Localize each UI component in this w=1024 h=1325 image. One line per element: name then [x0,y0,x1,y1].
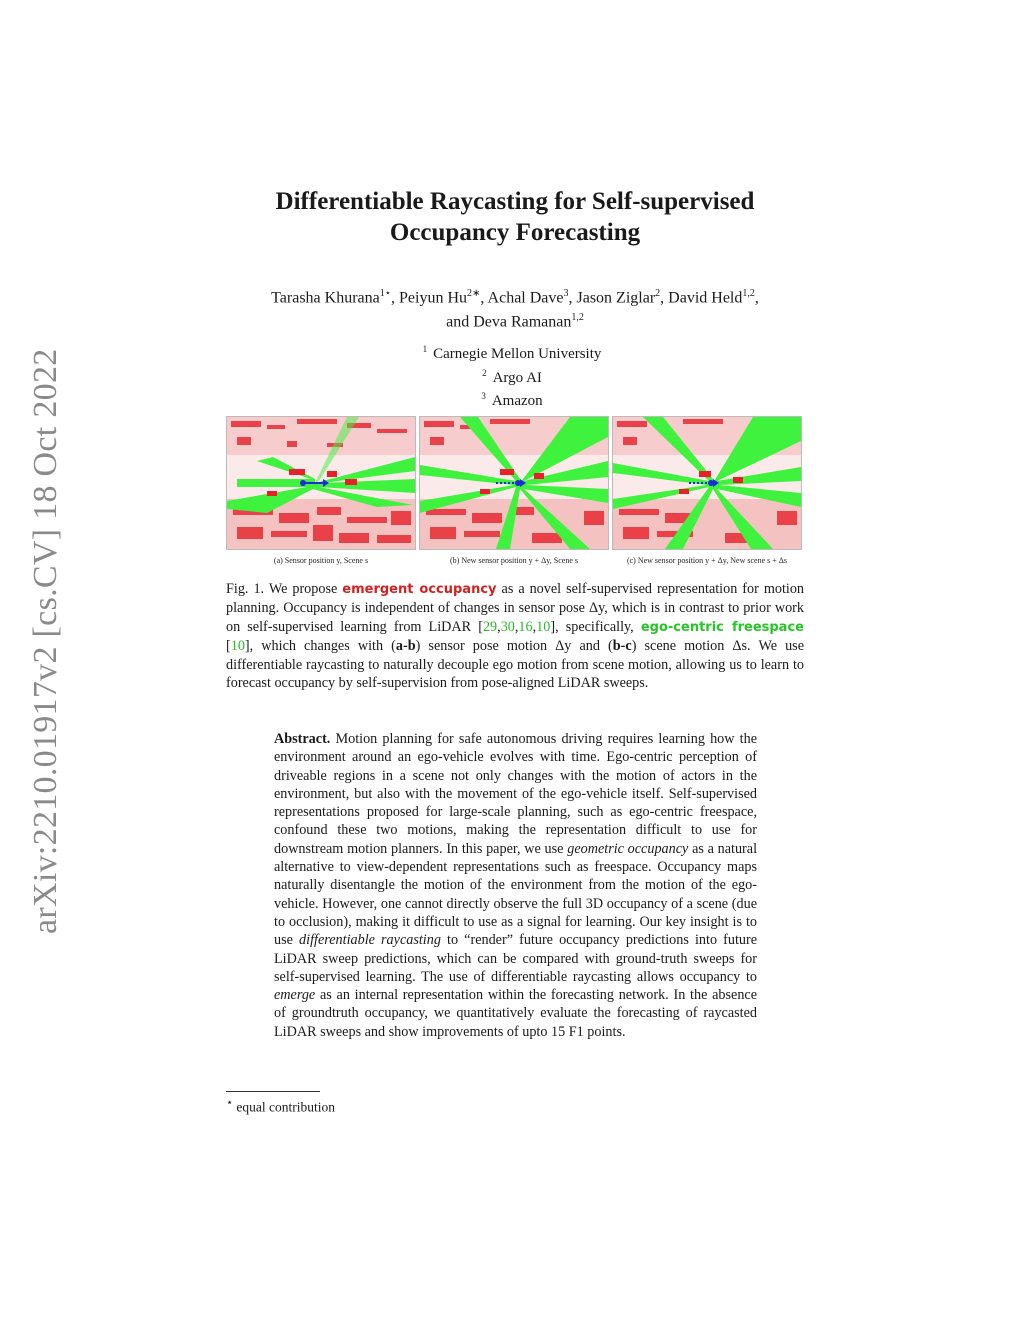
paper-title [180,186,850,248]
authors-and: and [446,313,470,331]
authors-line-2 [210,308,820,332]
citation-link[interactable]: 30 [500,618,515,635]
affiliation-name: Amazon [491,393,543,409]
abstract-text: as an internal representation within the forecasting network. In the absence of groundtruth occupancy, we quantitatively evaluate the forecasting of raycasted LiDAR sweeps and show improvements of upto 15 F1 points. [274,987,758,1040]
panel-ref-ab: a-b [395,638,416,655]
title-line-2: Occupancy Forecasting [389,219,641,246]
footnote-mark: ⋆ [226,1097,234,1109]
citation-link[interactable]: 10 [230,638,245,655]
author-name: Deva Ramanan [473,313,572,331]
occupancy-map-image-c [612,416,802,550]
figure-label: Fig. 1. [226,581,265,597]
affiliation [362,387,662,411]
abstract [274,730,757,1041]
caption-text: ], which changes with ( [244,638,396,655]
author-mark: 1,2 [742,288,755,299]
abstract-emphasis: emerge [274,987,316,1004]
author-mark: 1,2 [571,312,584,324]
affiliation [362,364,662,388]
caption-text: ], specifically, [550,618,634,635]
author-name: Tarasha Khurana [271,289,380,307]
author-name: David Held [668,289,743,307]
affiliation-number: 3 [481,391,486,401]
title-line-1: Differentiable Raycasting for Self-supervised [275,188,755,215]
subfigure-label: (c) New sensor position y + Δy, New scene s + Δs [626,556,788,565]
affiliation-number: 2 [482,367,487,378]
panel-ref-bc: b-c [612,638,632,655]
emergent-occupancy-term: emergent occupancy [342,582,497,597]
citation-link[interactable]: 10 [536,618,551,635]
authors-line-1: Tarasha Khurana$^{1⋆}$, Peiyun $Hu^{2∗}$, Achal Dave$^3$, Jason Ziglar$^2$, David Held$^{1,2}$, [271,288,759,307]
author-name: Achal Dave [487,289,564,307]
subfigure-b [419,416,609,565]
author-name: Peiyun Hu [399,289,468,307]
subfigure-c [612,416,802,565]
arxiv-margin-stamp: arXiv:2210.01917v2 [cs.CV] 18 Oct 2022 [27,348,64,934]
footnote [226,1096,335,1116]
subfigure-label: (b) New sensor position y + Δy, Scene s [449,556,578,565]
caption-text: ) sensor pose motion Δy and ( [415,638,613,655]
author-mark: 2 [655,288,661,299]
author-mark: 1⋆ [379,288,392,299]
abstract-text: as a natural alternative to view-dependent representations such as freespace. Occupancy maps naturally disentangle the motion of the environment from the motion of the ego-vehicle. However, one cannot directly observe the full 3D occupancy of a scene (due to occlusion), making it difficult to use as a signal for learning. Our key insight is to use [274,840,758,949]
footnote-rule [226,1091,320,1092]
affiliation-name: Argo AI [492,369,542,386]
affiliations [362,340,662,411]
affiliation-name: Carnegie Mellon University [433,346,602,362]
abstract-text: Motion planning for safe autonomous driving requires learning how the environment around an ego-vehicle evolves with time. Ego-centric perception of driveable regions in a scene not only changes with the motion of actors in the environment, but also with the movement of the ego-vehicle itself. Self-supervised representations proposed for large-scale planning, such as ego-centric freespace, confound these two motions, making the representation difficult to use for downstream motion planners. In this paper, we use [274,731,757,857]
figure-caption: Fig. 1. We propose emergent occupancy as a novel self-supervised representation for motion planning. Occupancy is independent of changes in sensor pose Δy, which is in contrast to prior work on self-supervised learning from LiDAR [29,30,16,10], specifically, ego-centric freespace [10], which changes with (a-b) sensor pose motion Δy and (b-c) scene motion Δs. We use differentiable raycasting to naturally decouple ego motion from scene motion, allowing us to learn to forecast occupancy by self-supervision from pose-aligned LiDAR sweeps. [226,581,805,692]
author-mark: 2∗ [467,288,481,299]
abstract-heading: Abstract. [274,731,331,747]
abstract-text: to “render” future occupancy predictions into future LiDAR sweep predictions, which can be compared with ground-truth sweeps for self-supervised learning. The use of differentiable raycasting allows occupancy to [274,932,758,985]
author-list [210,284,820,333]
caption-text: ) scene motion Δs. We use differentiable raycasting to naturally decouple ego motion from scene motion, allowing us to learn to forecast occupancy by self-supervision from pose-aligned LiDAR sweeps. [226,638,804,692]
egocentric-freespace-term: ego-centric freespace [640,619,804,635]
footnote-text: equal contribution [236,1099,336,1115]
subfigure-label: (a) Sensor position y, Scene s [273,556,369,565]
author-name: Jason Ziglar [576,289,656,307]
caption-text: We propose [268,581,338,597]
citation-link[interactable]: 16 [518,618,533,635]
affiliation-number: 1 [422,344,428,354]
abstract-emphasis: geometric occupancy [567,840,689,857]
abstract-emphasis: differentiable raycasting [299,932,441,949]
citation-link[interactable]: 29 [482,618,498,635]
subfigure-a [226,416,416,565]
affiliation [362,340,662,364]
occupancy-map-image-b [419,416,609,550]
figure-1-panels [226,416,804,566]
occupancy-map-image-a [226,416,416,550]
author-mark: 3 [563,288,569,299]
caption-text: as a novel self-supervised representation for motion planning. Occupancy is independent of changes in sensor pose Δy, which is in contrast to prior work on self-supervised learning from LiDAR [ [226,581,805,635]
